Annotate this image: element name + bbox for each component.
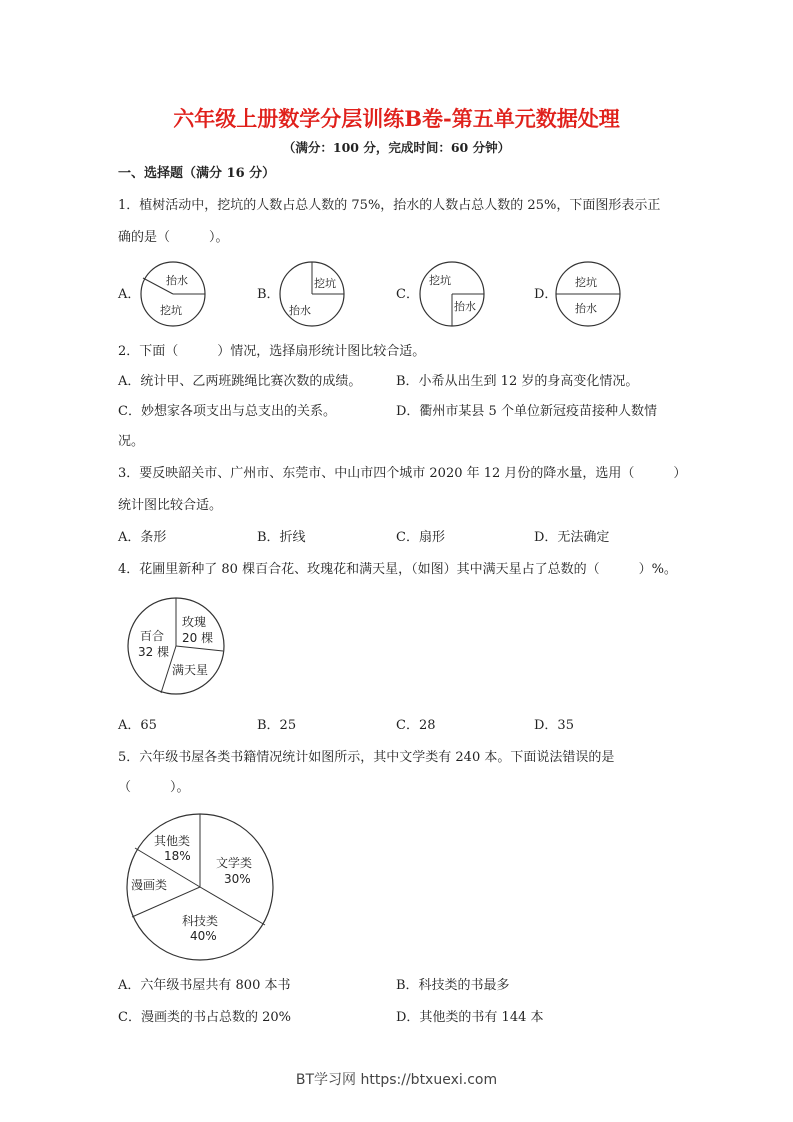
q1-pie-d bbox=[555, 262, 625, 328]
q4-pie-chart bbox=[126, 596, 226, 696]
q3-option-c: C．扇形 bbox=[396, 530, 445, 545]
pie-label: 挖坑 bbox=[575, 276, 597, 289]
q3-option-b: B．折线 bbox=[257, 530, 306, 545]
pie-label-rose: 玫瑰 bbox=[182, 615, 207, 629]
pie-label-lily-count: 32 棵 bbox=[138, 645, 170, 659]
q1-pie-c bbox=[419, 262, 489, 328]
q3-option-a: A．条形 bbox=[118, 530, 167, 545]
q4-option-b: B．25 bbox=[257, 718, 297, 733]
pie-label-star: 满天星 bbox=[172, 663, 209, 677]
pie-label-literature: 文学类 bbox=[216, 856, 253, 870]
pie-label: 抬水 bbox=[454, 300, 476, 313]
q5-option-a: A．六年级书屋共有 800 本书 bbox=[118, 978, 291, 993]
q4-option-d: D．35 bbox=[534, 718, 574, 733]
section-heading: 一、选择题（满分 16 分） bbox=[118, 166, 276, 181]
q2-option-d: D．衢州市某县 5 个单位新冠疫苗接种人数情 bbox=[396, 404, 657, 419]
q3-stem: 3．要反映韶关市、广州市、东莞市、中山市四个城市 2020 年 12 月份的降水量，选用（ ） bbox=[118, 466, 687, 481]
q1-pie-a bbox=[140, 262, 210, 328]
q4-option-a: A．65 bbox=[118, 718, 157, 733]
q5-option-d: D．其他类的书有 144 本 bbox=[396, 1010, 544, 1025]
q1-stem: 1．植树活动中，挖坑的人数占总人数的 75%，抬水的人数占总人数的 25%，下面图形表示正 bbox=[118, 198, 661, 213]
pie-label-lily: 百合 bbox=[140, 629, 165, 643]
pie-label: 挖坑 bbox=[160, 304, 182, 317]
pie-label: 挖坑 bbox=[429, 274, 451, 287]
q1-stem-cont: 确的是（ ）。 bbox=[118, 230, 229, 245]
q5-pie-chart bbox=[126, 812, 276, 962]
q5-stem-cont: （ ）。 bbox=[118, 780, 190, 795]
pie-label-other-pct: 18% bbox=[164, 849, 191, 863]
q4-option-c: C．28 bbox=[396, 718, 436, 733]
q5-option-c: C．漫画类的书占总数的 20% bbox=[118, 1010, 291, 1025]
q5-stem: 5．六年级书屋各类书籍情况统计如图所示，其中文学类有 240 本。下面说法错误的是 bbox=[118, 750, 615, 765]
pie-label: 抬水 bbox=[289, 304, 311, 317]
q2-option-b: B．小希从出生到 12 岁的身高变化情况。 bbox=[396, 374, 639, 389]
pie-label: 挖坑 bbox=[314, 277, 336, 290]
q1-option-c-label: C． bbox=[396, 287, 419, 302]
q1-pie-b bbox=[279, 262, 349, 328]
q5-option-b: B．科技类的书最多 bbox=[396, 978, 510, 993]
pie-label-literature-pct: 30% bbox=[224, 872, 251, 886]
q2-option-c: C．妙想家各项支出与总支出的关系。 bbox=[118, 404, 336, 419]
q4-stem: 4．花圃里新种了 80 棵百合花、玫瑰花和满天星，（如图）其中满天星占了总数的（ ）%。 bbox=[118, 562, 677, 577]
page-title: 六年级上册数学分层训练B卷-第五单元数据处理 bbox=[173, 106, 620, 131]
footer-watermark: BT学习网 https://btxuexi.com bbox=[295, 1072, 498, 1088]
q3-option-d: D．无法确定 bbox=[534, 530, 610, 545]
pie-label-science-pct: 40% bbox=[190, 929, 217, 943]
q2-stem: 2．下面（ ）情况，选择扇形统计图比较合适。 bbox=[118, 344, 426, 359]
pie-label-other: 其他类 bbox=[154, 834, 191, 848]
pie-label-rose-count: 20 棵 bbox=[182, 631, 214, 645]
pie-label: 抬水 bbox=[166, 274, 188, 287]
q2-option-a: A．统计甲、乙两班跳绳比赛次数的成绩。 bbox=[118, 374, 362, 389]
pie-label-science: 科技类 bbox=[182, 914, 219, 928]
q1-option-b-label: B． bbox=[257, 287, 280, 302]
subtitle: （满分：100 分，完成时间：60 分钟） bbox=[282, 140, 511, 155]
q1-option-a-label: A． bbox=[118, 287, 141, 302]
pie-label: 抬水 bbox=[575, 302, 597, 315]
q1-option-d-label: D． bbox=[534, 287, 558, 302]
q2-option-d-cont: 况。 bbox=[118, 434, 145, 449]
q3-stem-cont: 统计图比较合适。 bbox=[118, 498, 223, 513]
pie-label-comic: 漫画类 bbox=[131, 878, 168, 892]
